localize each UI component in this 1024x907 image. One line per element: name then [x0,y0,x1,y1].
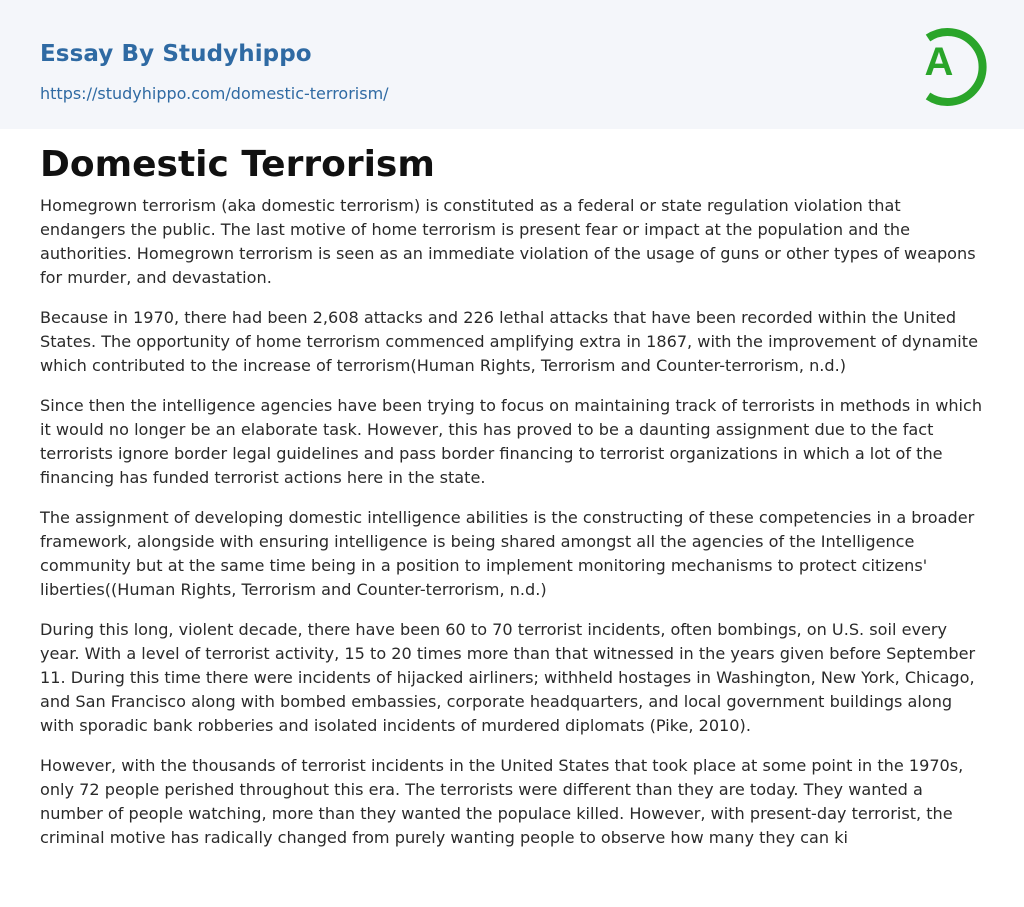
paragraph: The assignment of developing domestic intelligence abilities is the constructing of these competencies in a broader framework, alongside with ensuring intelligence is being shared amongst all the agencies of the Intelligence community but at the same time being in a position to implement monitoring mechanisms to protect citizens' liberties((Human Rights, Terrorism and Counter-terrorism, n.d.) [40,508,975,599]
studyhippo-logo-icon[interactable] [910,18,988,108]
brand-title[interactable]: Essay By Studyhippo [40,41,312,67]
paragraph: Homegrown terrorism (aka domestic terrorism) is constituted as a federal or state regulation violation that endangers the public. The last motive of home terrorism is present fear or impact at the population and the authorities. Homegrown terrorism is seen as an immediate violation of the usage of guns or other types of weapons for murder, and devastation. [40,196,976,287]
paragraph: Because in 1970, there had been 2,608 attacks and 226 lethal attacks that have been recorded within the United States. The opportunity of home terrorism commenced amplifying extra in 1867, with the improvement of dynamite which contributed to the increase of terrorism(Human Rights, Terrorism and Counter-terrorism, n.d.) [40,308,978,375]
site-header [0,0,1024,129]
paragraph: Since then the intelligence agencies have been trying to focus on maintaining track of terrorists in methods in which it would no longer be an elaborate task. However, this has proved to be a daunting assignment due to the fact terrorists ignore border legal guidelines and pass border financing to terrorist organizations in which a lot of the financing has funded terrorist actions here in the state. [40,396,983,487]
essay-body [40,194,988,866]
paragraph: During this long, violent decade, there have been 60 to 70 terrorist incidents, often bombings, on U.S. soil every year. With a level of terrorist activity, 15 to 20 times more than that witnessed in the years given before September 11. During this time there were incidents of hijacked airliners; withheld hostages in Washington, New York, Chicago, and San Francisco along with bombed embassies, corporate headquarters, and local government buildings along with sporadic bank robberies and isolated incidents of murdered diplomats (Pike, 2010). [40,620,976,735]
page-title: Domestic Terrorism [40,144,435,185]
logo-letter: A [924,40,954,84]
paragraph: However, with the thousands of terrorist incidents in the United States that took place at some point in the 1970s, only 72 people perished throughout this era. The terrorists were different than they are today. They wanted a number of people watching, more than they wanted the populace killed. However, with present-day terrorist, the criminal motive has radically changed from purely wanting people to observe how many they can ki [40,756,964,847]
essay-url-link[interactable]: https://studyhippo.com/domestic-terrorism/ [40,84,389,103]
